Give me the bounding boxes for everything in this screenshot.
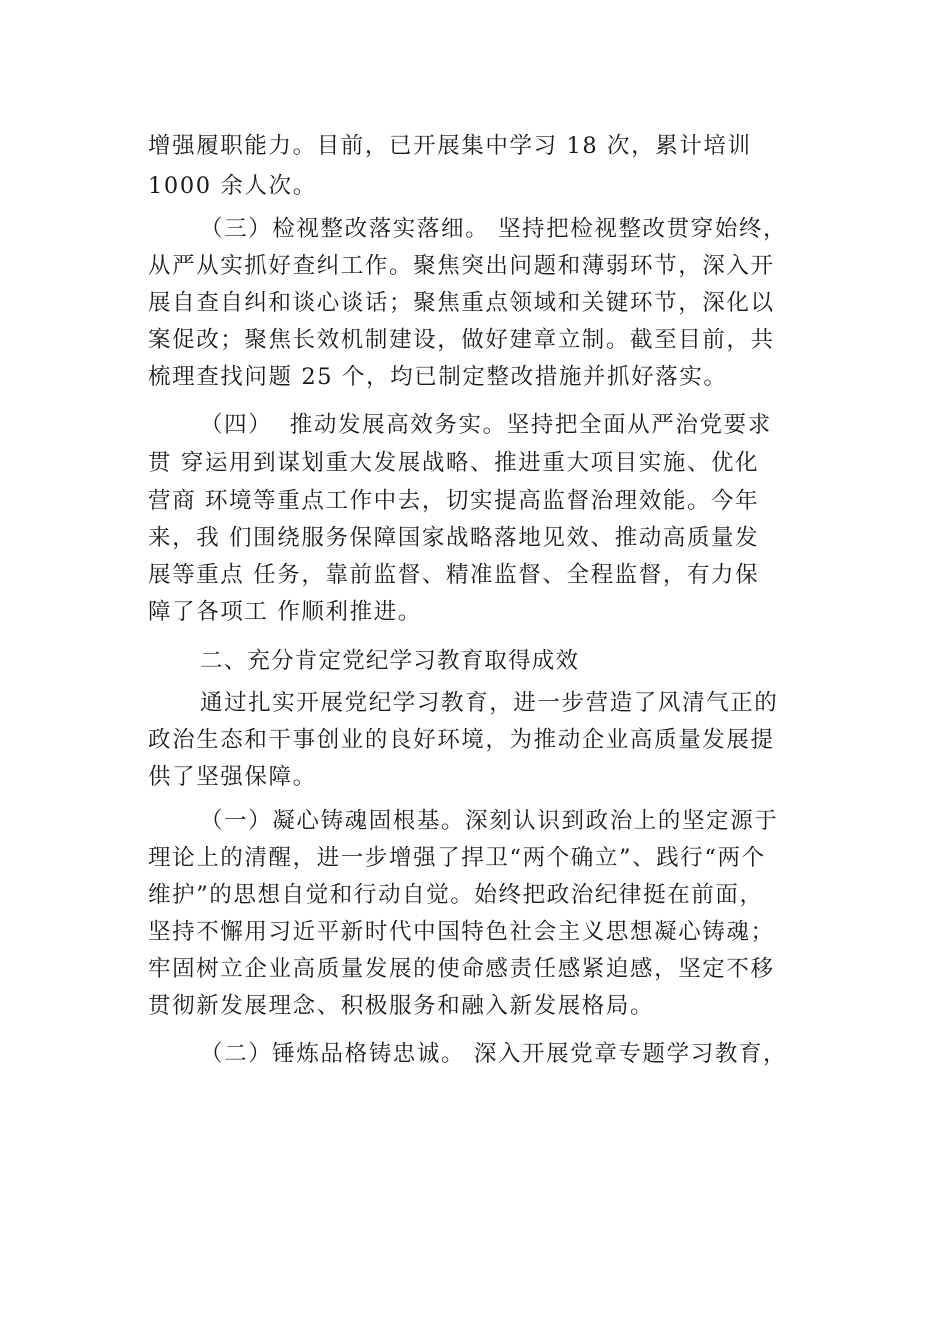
text-line: 梳理查找问题 25 个，均已制定整改措施并抓好落实。: [148, 364, 728, 390]
text-line: 坚持不懈用习近平新时代中国特色社会主义思想凝心铸魂；: [148, 919, 775, 945]
text-line: 贯 穿运用到谋划重大发展战略、推进重大项目实施、优化: [148, 450, 760, 476]
text-line: 增强履职能力。目前，已开展集中学习 18 次，累计培训: [148, 133, 752, 159]
text-line: 障了各项工 作顺利推进。: [148, 599, 422, 625]
text-line: 从严从实抓好查纠工作。聚焦突出问题和薄弱环节，深入开: [148, 253, 775, 279]
text-line: 理论上的清醒，进一步增强了捍卫“两个确立”、践行“两个: [148, 845, 766, 871]
text-line: 展自查自纠和谈心谈话；聚焦重点领域和关键环节，深化以: [148, 290, 775, 316]
text-line: 贯彻新发展理念、积极服务和融入新发展格局。: [148, 993, 655, 1019]
text-line: 牢固树立企业高质量发展的使命感责任感紧迫感，坚定不移: [148, 956, 775, 982]
text-line: 案促改；聚焦长效机制建设，做好建章立制。截至目前，共: [148, 327, 775, 353]
text-line: （三）检视整改落实落细。 坚持把检视整改贯穿始终，: [200, 216, 788, 242]
text-line: 营商 环境等重点工作中去，切实提高监督治理效能。今年: [148, 488, 760, 514]
text-line: 展等重点 任务，靠前监督、精准监督、全程监督，有力保: [148, 562, 760, 588]
text-line: 通过扎实开展党纪学习教育，进一步营造了风清气正的: [200, 690, 779, 716]
section-heading: 二、充分肯定党纪学习教育取得成效: [200, 648, 580, 674]
text-line: 来，我 们围绕服务保障国家战略落地见效、推动高质量发: [148, 525, 760, 551]
text-line: （一）凝心铸魂固根基。深刻认识到政治上的坚定源于: [200, 808, 779, 834]
text-line: 1000 余人次。: [148, 173, 317, 199]
text-line: 维护”的思想自觉和行动自觉。始终把政治纪律挺在前面，: [148, 882, 764, 908]
text-line: （二）锤炼品格铸忠诚。 深入开展党章专题学习教育，: [200, 1041, 788, 1067]
text-line: 政治生态和干事创业的良好环境，为推动企业高质量发展提: [148, 727, 775, 753]
text-line: （四） 推动发展高效务实。坚持把全面从严治党要求: [200, 412, 772, 438]
text-line: 供了坚强保障。: [148, 764, 317, 790]
